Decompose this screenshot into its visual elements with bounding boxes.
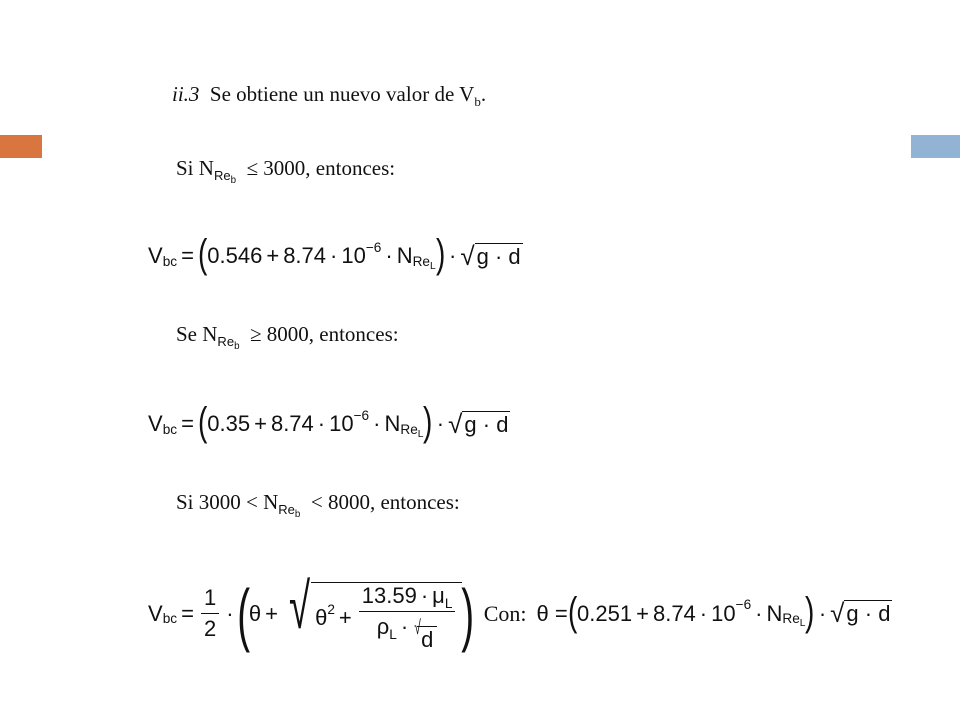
heading-subscript: b	[474, 93, 481, 109]
eq2-n: N	[384, 411, 401, 436]
cond3-post: < 8000, entonces:	[310, 490, 460, 514]
eq2-paren-close: )	[423, 400, 433, 444]
eq3-term-b: 8.74	[652, 600, 696, 626]
eq3-lhs-sub: bc	[162, 611, 178, 627]
eq2-paren-open: (	[197, 400, 208, 444]
cond3-sub-text: Re	[278, 501, 295, 517]
eq3-term-a: 0.251	[577, 600, 633, 626]
eq3-mu: μ	[432, 583, 445, 608]
eq1-dot2: ·	[385, 243, 393, 268]
sqrt-icon: √	[460, 240, 475, 271]
eq3-paren-close: )	[461, 574, 475, 653]
eq3-inner-den	[374, 614, 441, 653]
eq2-dot2: ·	[373, 411, 381, 436]
eq3-inner-bar	[359, 611, 456, 612]
eq1-ten: 10	[341, 243, 366, 268]
eq3-theta: θ	[248, 600, 262, 626]
eq1-term-b: 8.74	[283, 243, 327, 268]
cond2-sub-text: Re	[217, 333, 235, 349]
eq3-exp: −6	[735, 597, 752, 613]
cond2-post: ≥ 8000, entonces:	[250, 322, 399, 346]
cond3-sub	[278, 501, 301, 520]
eq3-n-sub-text: Re	[782, 611, 800, 627]
cond2-subsub-text: b	[234, 340, 240, 352]
sqrt-icon: √	[288, 570, 311, 642]
eq2-dot3: ·	[436, 411, 445, 436]
cond3-pre: Si 3000 < N	[176, 490, 279, 514]
eq1-n-sub-text: Re	[412, 253, 431, 269]
sqrt-icon: √	[414, 617, 421, 639]
eq3-sqrt-d	[412, 618, 437, 653]
cond3-subsub-text: b	[294, 508, 301, 520]
eq1-equals: =	[181, 243, 194, 268]
eq3-theta2-exp: 2	[327, 601, 335, 617]
eq2-dot: ·	[317, 411, 326, 436]
eq3-n: N	[766, 600, 783, 626]
eq2-n-sub	[400, 421, 424, 440]
eq1-term-a: 0.546	[207, 243, 263, 268]
eq3-d: d	[417, 626, 437, 653]
sqrt-icon: √	[830, 598, 845, 628]
cond2-sub	[217, 333, 240, 352]
eq3-coef: 13.59	[361, 583, 417, 608]
eq3-dot3: ·	[400, 614, 409, 639]
eq2-lhs-sub: bc	[162, 421, 178, 437]
eq1-paren-open: (	[197, 232, 208, 276]
cond1-sub-text: Re	[213, 167, 231, 183]
eq3-ten: 10	[711, 600, 736, 626]
eq2-term-b: 8.74	[270, 411, 314, 436]
eq1-exp: −6	[365, 239, 382, 255]
heading-period: .	[480, 82, 487, 106]
eq1-n-sub	[412, 253, 436, 272]
condition-3	[176, 490, 460, 520]
eq3-mu-sub: L	[444, 596, 453, 612]
eq3-con-label: Con:	[483, 600, 527, 626]
cond1-post: ≤ 3000, entonces:	[246, 156, 396, 180]
eq1-n: N	[396, 243, 413, 268]
eq3-lhs: V	[148, 600, 163, 626]
eq3-paren-open: (	[236, 574, 250, 653]
eq3-big-sqrt	[282, 570, 462, 653]
cond1-sub	[213, 167, 237, 186]
eq2-n-subsub: L	[417, 428, 424, 440]
cond1-subsub-text: b	[230, 174, 237, 186]
eq3-dot5: ·	[755, 600, 763, 626]
eq3-theta2: θ	[315, 605, 328, 630]
accent-bar-right	[911, 135, 960, 158]
eq1-lhs: V	[148, 243, 163, 268]
eq3-radicand: g · d	[846, 601, 891, 626]
eq1-n-subsub: L	[430, 260, 436, 272]
eq1-radicand: g · d	[476, 243, 521, 269]
eq3-plus2: +	[338, 605, 352, 630]
accent-bar-left	[0, 135, 42, 158]
eq1-sqrt	[460, 240, 522, 271]
eq3-theta-eq: θ =	[536, 600, 568, 626]
eq1-paren-close: )	[435, 232, 446, 276]
eq3-n-subsub: L	[799, 618, 806, 630]
eq2-lhs: V	[148, 411, 163, 436]
equation-3	[148, 570, 892, 653]
equation-1	[148, 232, 523, 276]
cond1-pre: Si N	[176, 156, 214, 180]
cond2-pre: Se N	[176, 322, 218, 346]
eq2-equals: =	[181, 411, 194, 436]
equation-2	[148, 400, 510, 444]
eq1-lhs-sub: bc	[162, 253, 178, 269]
condition-1	[176, 156, 396, 186]
eq3-n-sub	[782, 611, 806, 630]
eq3-rho: ρ	[376, 614, 390, 639]
eq3-paren2-close: )	[805, 589, 815, 634]
eq2-radicand: g · d	[464, 411, 509, 437]
eq3-inner-num	[359, 583, 456, 612]
condition-2	[176, 322, 399, 352]
eq3-half	[201, 585, 219, 642]
eq1-dot: ·	[330, 243, 338, 268]
eq3-dot4: ·	[699, 600, 708, 626]
sqrt-icon: √	[448, 408, 463, 439]
eq3-dot2: ·	[420, 583, 429, 608]
eq3-sqrt-gd	[830, 600, 892, 627]
eq3-half-bar	[201, 613, 219, 614]
eq2-n-sub-text: Re	[400, 421, 418, 437]
eq2-ten: 10	[329, 411, 354, 436]
eq1-plus: +	[266, 243, 280, 268]
eq3-paren2-open: (	[567, 589, 578, 634]
eq3-plus: +	[265, 600, 278, 626]
eq2-term-a: 0.35	[207, 411, 251, 436]
eq3-inner-frac	[359, 583, 456, 653]
heading-number: ii.3	[172, 82, 200, 106]
eq3-big-radicand	[311, 582, 462, 653]
section-heading	[172, 82, 486, 107]
eq1-dot3: ·	[449, 243, 457, 268]
eq3-plus3: +	[636, 600, 649, 626]
eq2-plus: +	[254, 411, 267, 436]
eq3-half-den: 2	[203, 616, 217, 641]
eq3-dot: ·	[226, 600, 234, 626]
heading-text: Se obtiene un nuevo valor de V	[209, 82, 475, 106]
eq3-half-num: 1	[203, 585, 217, 610]
eq2-sqrt	[448, 408, 510, 439]
eq3-dot6: ·	[818, 600, 827, 626]
eq2-exp: −6	[353, 407, 370, 423]
eq3-equals: =	[181, 600, 194, 626]
eq3-rho-sub: L	[389, 627, 397, 643]
